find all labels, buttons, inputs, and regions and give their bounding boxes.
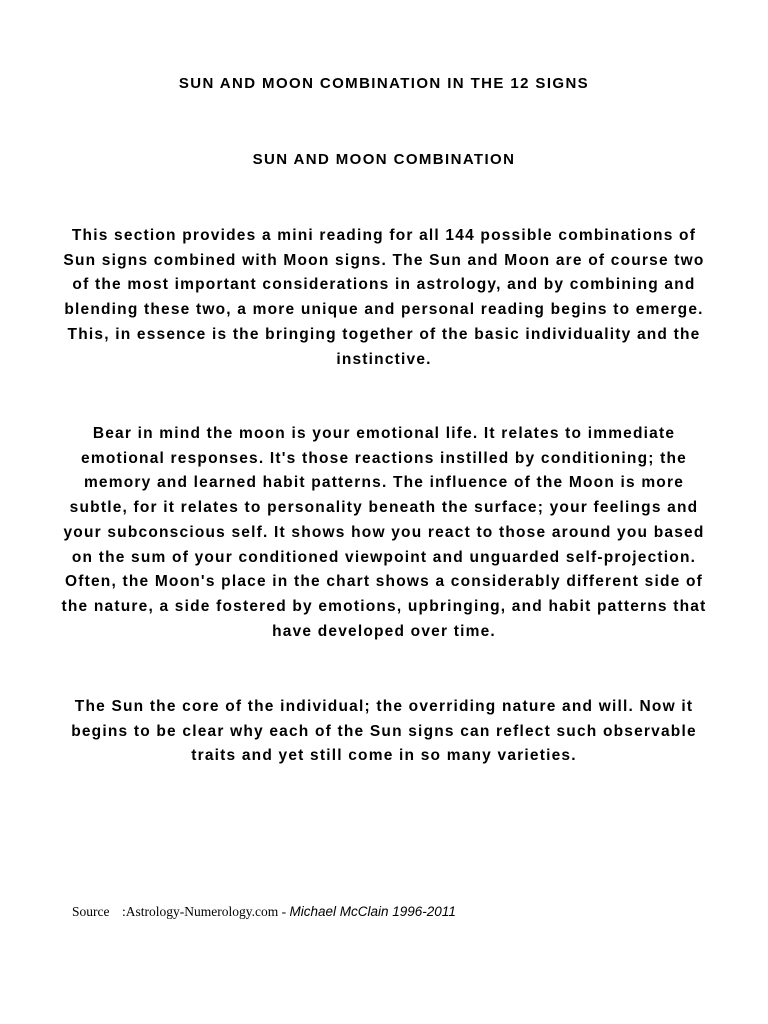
source-site: :Astrology-Numerology.com - [122,904,290,919]
intro-paragraph: This section provides a mini reading for all 144 possible combinations of Sun signs combined with Moon signs. The Sun and Moon are of course two of the most important considerations in astrology, and by combining and blending these two, a more unique and personal reading begins to emerge. This, in essence is the bringing together of the basic individuality and the instinctive. [63,227,705,368]
source-line [72,904,456,920]
moon-paragraph: Bear in mind the moon is your emotional life. It relates to immediate emotional responses. It's those reactions instilled by conditioning; the memory and learned habit patterns. The influence of the Moon is more subtle, for it relates to personality beneath the surface; your feelings and your subconscious self. It shows how you react to those around you based on the sum of your conditioned viewpoint and unguarded self-projection. Often, the Moon's place in the chart shows a considerably different side of the nature, a side fostered by emotions, upbringing, and habit patterns that have developed over time. [61,425,707,640]
source-label: Source [72,904,110,919]
sun-paragraph: The Sun the core of the individual; the overriding nature and will. Now it begins to be clear why each of the Sun signs can reflect such observable traits and yet still come in so many varieties. [71,698,697,765]
main-title: SUN AND MOON COMBINATION IN THE 12 SIGNS [178,75,590,92]
sub-title: SUN AND MOON COMBINATION [252,151,516,168]
source-author: Michael McClain 1996-2011 [289,904,456,919]
